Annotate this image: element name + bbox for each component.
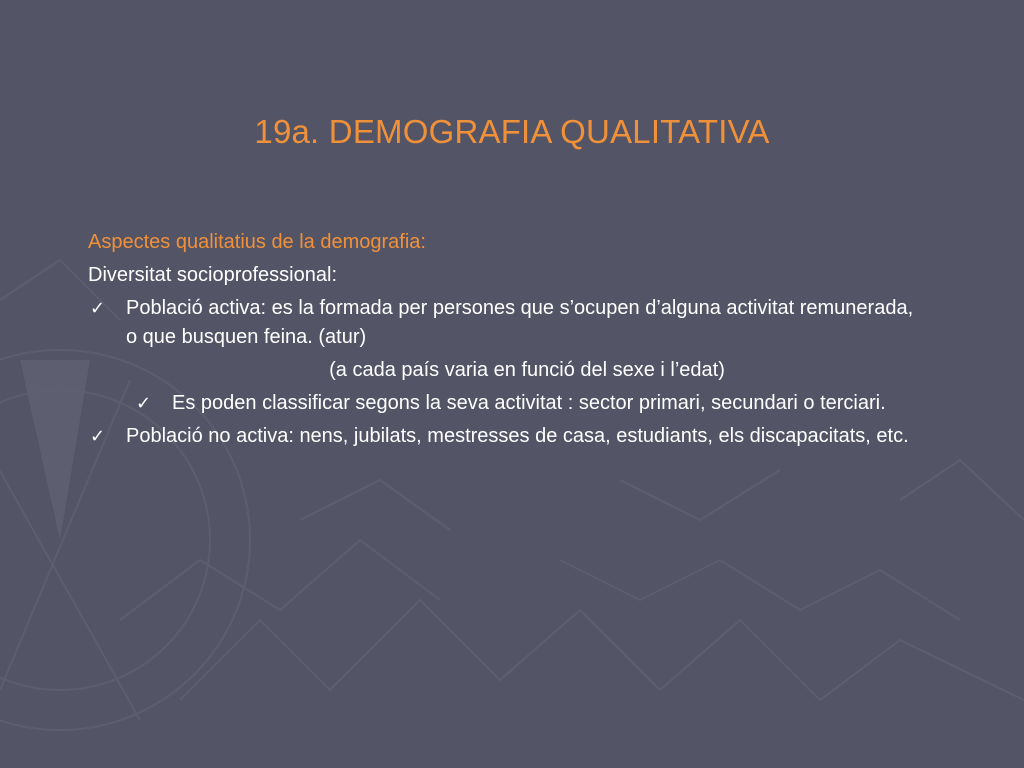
bullet-item bbox=[88, 294, 928, 352]
check-icon: ✓ bbox=[136, 393, 152, 414]
bullet-text: Població activa: es la formada per persones que s’ocupen d’alguna activitat remunerada, o que busquen feina. (atur) bbox=[126, 297, 914, 348]
section-subheading: Diversitat socioprofessional: bbox=[88, 264, 337, 286]
section-heading: Aspectes qualitatius de la demografia: bbox=[88, 231, 426, 253]
check-icon: ✓ bbox=[90, 426, 106, 447]
slide-content bbox=[88, 228, 928, 455]
check-icon: ✓ bbox=[90, 298, 106, 319]
bullet-note: (a cada país varia en funció del sexe i l’edat) bbox=[329, 359, 725, 381]
slide-title: 19a. DEMOGRAFIA QUALITATIVA bbox=[254, 113, 770, 150]
sub-bullet-item bbox=[88, 389, 928, 418]
sub-bullet-text: Es poden classificar segons la seva activitat : sector primari, secundari o terciari. bbox=[172, 392, 886, 414]
bullet-item bbox=[88, 422, 928, 451]
bullet-text: Població no activa: nens, jubilats, mestresses de casa, estudiants, els discapacitats, etc. bbox=[126, 425, 909, 447]
